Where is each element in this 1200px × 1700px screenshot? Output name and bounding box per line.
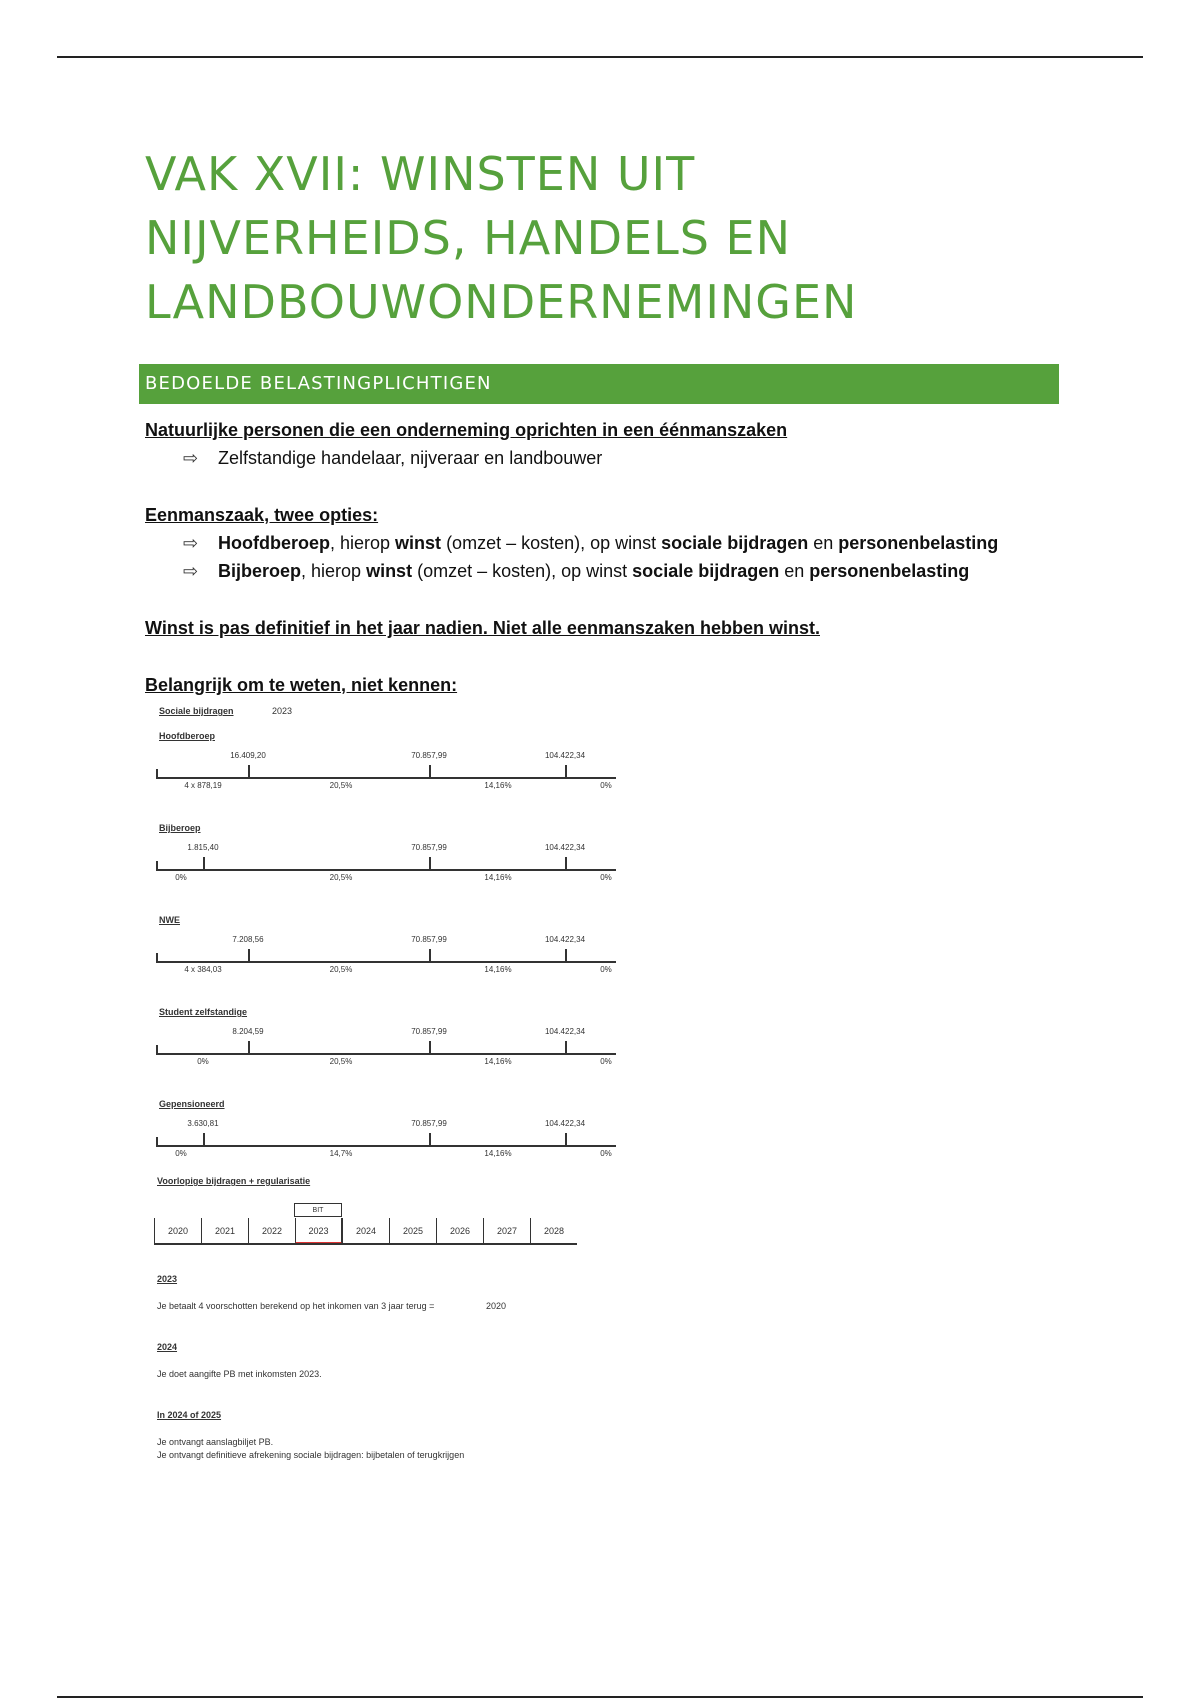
timeline-tick [429, 949, 431, 962]
note2-label: 2024 [157, 1342, 178, 1352]
year-cell: 2022 [248, 1218, 295, 1244]
timeline-tick [248, 1041, 250, 1054]
social-contributions-figure [150, 700, 620, 1480]
timeline-tick [429, 1133, 431, 1146]
bullet1-t2: (omzet – kosten), op winst [441, 533, 662, 553]
threshold-3: 104.422,34 [544, 1027, 586, 1036]
timeline-tick [565, 949, 567, 962]
note3-label: In 2024 of 2025 [157, 1410, 222, 1420]
rate-0: 0% [197, 1057, 209, 1066]
note1-text: Je betaalt 4 voorschotten berekend op het inkomen van 3 jaar terug = [157, 1301, 435, 1311]
regularisatie-label: Voorlopige bijdragen + regularisatie [157, 1176, 311, 1186]
timeline-start-tick [156, 769, 158, 778]
timeline-start-tick [156, 861, 158, 870]
rate-3: 0% [600, 1057, 612, 1066]
rate-2: 14,16% [484, 1149, 512, 1158]
threshold-2: 70.857,99 [411, 1027, 447, 1036]
timeline-label: Hoofdberoep [159, 731, 215, 741]
bullet2-en: en [779, 561, 810, 581]
timeline-label: Student zelfstandige [159, 1007, 248, 1017]
bullet1-term: Hoofdberoep [218, 533, 330, 553]
section2-bullet-1 [183, 533, 998, 554]
bullet1-en: en [808, 533, 839, 553]
rate-1: 20,5% [329, 873, 353, 882]
bullet1-pb: personenbelasting [838, 533, 999, 553]
timeline-start-tick [156, 1137, 158, 1146]
rate-0: 0% [175, 873, 187, 882]
threshold-1: 8.204,59 [232, 1027, 264, 1036]
note3-text-1: Je ontvangt aanslagbiljet PB. [157, 1437, 274, 1447]
figure-header-year: 2023 [272, 706, 293, 716]
note2-text: Je doet aangifte PB met inkomsten 2023. [157, 1369, 322, 1379]
rate-2: 14,16% [484, 965, 512, 974]
threshold-2: 70.857,99 [411, 935, 447, 944]
rate-3: 0% [600, 873, 612, 882]
timeline [156, 751, 616, 797]
timeline-tick [203, 857, 205, 870]
timeline-label: NWE [159, 915, 180, 925]
bit-box: BIT [294, 1203, 342, 1217]
bullet1-sb: sociale bijdragen [661, 533, 809, 553]
timeline-tick [429, 1041, 431, 1054]
timeline-axis [156, 1053, 616, 1055]
note1-year: 2020 [486, 1301, 507, 1311]
section3-heading: Winst is pas definitief in het jaar nadien. Niet alle eenmanszaken hebben winst. [145, 618, 820, 638]
year-cell: 2026 [436, 1218, 483, 1244]
title-line-3: LANDBOUWONDERNEMINGEN [145, 275, 858, 329]
timeline-tick [248, 949, 250, 962]
bullet2-t1: , hierop [301, 561, 367, 581]
arrow-right-icon: ⇨ [183, 448, 199, 468]
timeline [156, 1119, 616, 1165]
page-title [145, 142, 1065, 334]
timeline-tick [429, 765, 431, 778]
threshold-1: 7.208,56 [232, 935, 264, 944]
timeline-label: Bijberoep [159, 823, 201, 833]
top-rule [57, 56, 1143, 58]
timeline-axis [156, 869, 616, 871]
year-cell: 2021 [201, 1218, 248, 1244]
rate-1: 14,7% [329, 1149, 353, 1158]
rate-3: 0% [600, 1149, 612, 1158]
timeline-tick [248, 765, 250, 778]
title-line-1: VAK XVII: WINSTEN UIT [145, 147, 696, 201]
threshold-1: 3.630,81 [187, 1119, 219, 1128]
threshold-1: 1.815,40 [187, 843, 219, 852]
timeline-start-tick [156, 1045, 158, 1054]
timeline [156, 843, 616, 889]
year-cell: 2028 [530, 1218, 577, 1244]
threshold-3: 104.422,34 [544, 751, 586, 760]
bullet2-pb: personenbelasting [809, 561, 970, 581]
section1-bullet [183, 448, 602, 469]
year-cell: 2020 [154, 1218, 201, 1244]
timeline-axis [156, 1145, 616, 1147]
timeline-tick [565, 765, 567, 778]
year-cell: 2027 [483, 1218, 530, 1244]
bottom-rule [57, 1696, 1143, 1698]
rate-0: 4 x 878,19 [184, 781, 222, 790]
section1-bullet-text: Zelfstandige handelaar, nijveraar en landbouwer [218, 448, 603, 468]
timeline [156, 935, 616, 981]
threshold-3: 104.422,34 [544, 1119, 586, 1128]
note3-text-2: Je ontvangt definitieve afrekening sociale bijdragen: bijbetalen of terugkrijgen [157, 1450, 465, 1460]
threshold-2: 70.857,99 [411, 1119, 447, 1128]
year-baseline [154, 1243, 577, 1245]
title-line-2: NIJVERHEIDS, HANDELS EN [145, 211, 791, 265]
section-banner: BEDOELDE BELASTINGPLICHTIGEN [139, 364, 1059, 404]
rate-0: 4 x 384,03 [184, 965, 222, 974]
timeline-tick [565, 857, 567, 870]
timeline-tick [203, 1133, 205, 1146]
arrow-right-icon: ⇨ [183, 533, 199, 553]
threshold-2: 70.857,99 [411, 843, 447, 852]
threshold-3: 104.422,34 [544, 935, 586, 944]
rate-2: 14,16% [484, 781, 512, 790]
year-cell: 2024 [342, 1218, 389, 1244]
rate-1: 20,5% [329, 1057, 353, 1066]
rate-1: 20,5% [329, 781, 353, 790]
rate-3: 0% [600, 965, 612, 974]
note1-label: 2023 [157, 1274, 178, 1284]
rate-2: 14,16% [484, 1057, 512, 1066]
rate-1: 20,5% [329, 965, 353, 974]
threshold-1: 16.409,20 [230, 751, 266, 760]
rate-3: 0% [600, 781, 612, 790]
timeline-tick [429, 857, 431, 870]
section2-heading: Eenmanszaak, twee opties: [145, 505, 379, 525]
timeline-label: Gepensioneerd [159, 1099, 225, 1109]
figure-header-label: Sociale bijdragen [159, 706, 234, 716]
year-cell-current: 2023 [295, 1218, 342, 1244]
section2-bullet-2 [183, 561, 969, 582]
bullet1-winst: winst [395, 533, 442, 553]
timeline-tick [565, 1041, 567, 1054]
timeline-axis [156, 777, 616, 779]
threshold-3: 104.422,34 [544, 843, 586, 852]
timeline [156, 1027, 616, 1073]
bullet2-term: Bijberoep [218, 561, 302, 581]
threshold-2: 70.857,99 [411, 751, 447, 760]
section1-heading: Natuurlijke personen die een onderneming oprichten in een éénmanszaken [145, 420, 788, 440]
section4-heading: Belangrijk om te weten, niet kennen: [145, 675, 458, 695]
year-cell: 2025 [389, 1218, 436, 1244]
rate-2: 14,16% [484, 873, 512, 882]
rate-0: 0% [175, 1149, 187, 1158]
arrow-right-icon: ⇨ [183, 561, 199, 581]
bullet2-sb: sociale bijdragen [632, 561, 780, 581]
timeline-start-tick [156, 953, 158, 962]
timeline-axis [156, 961, 616, 963]
timeline-tick [565, 1133, 567, 1146]
bullet2-winst: winst [366, 561, 413, 581]
bullet2-t2: (omzet – kosten), op winst [412, 561, 633, 581]
bullet1-t1: , hierop [330, 533, 396, 553]
